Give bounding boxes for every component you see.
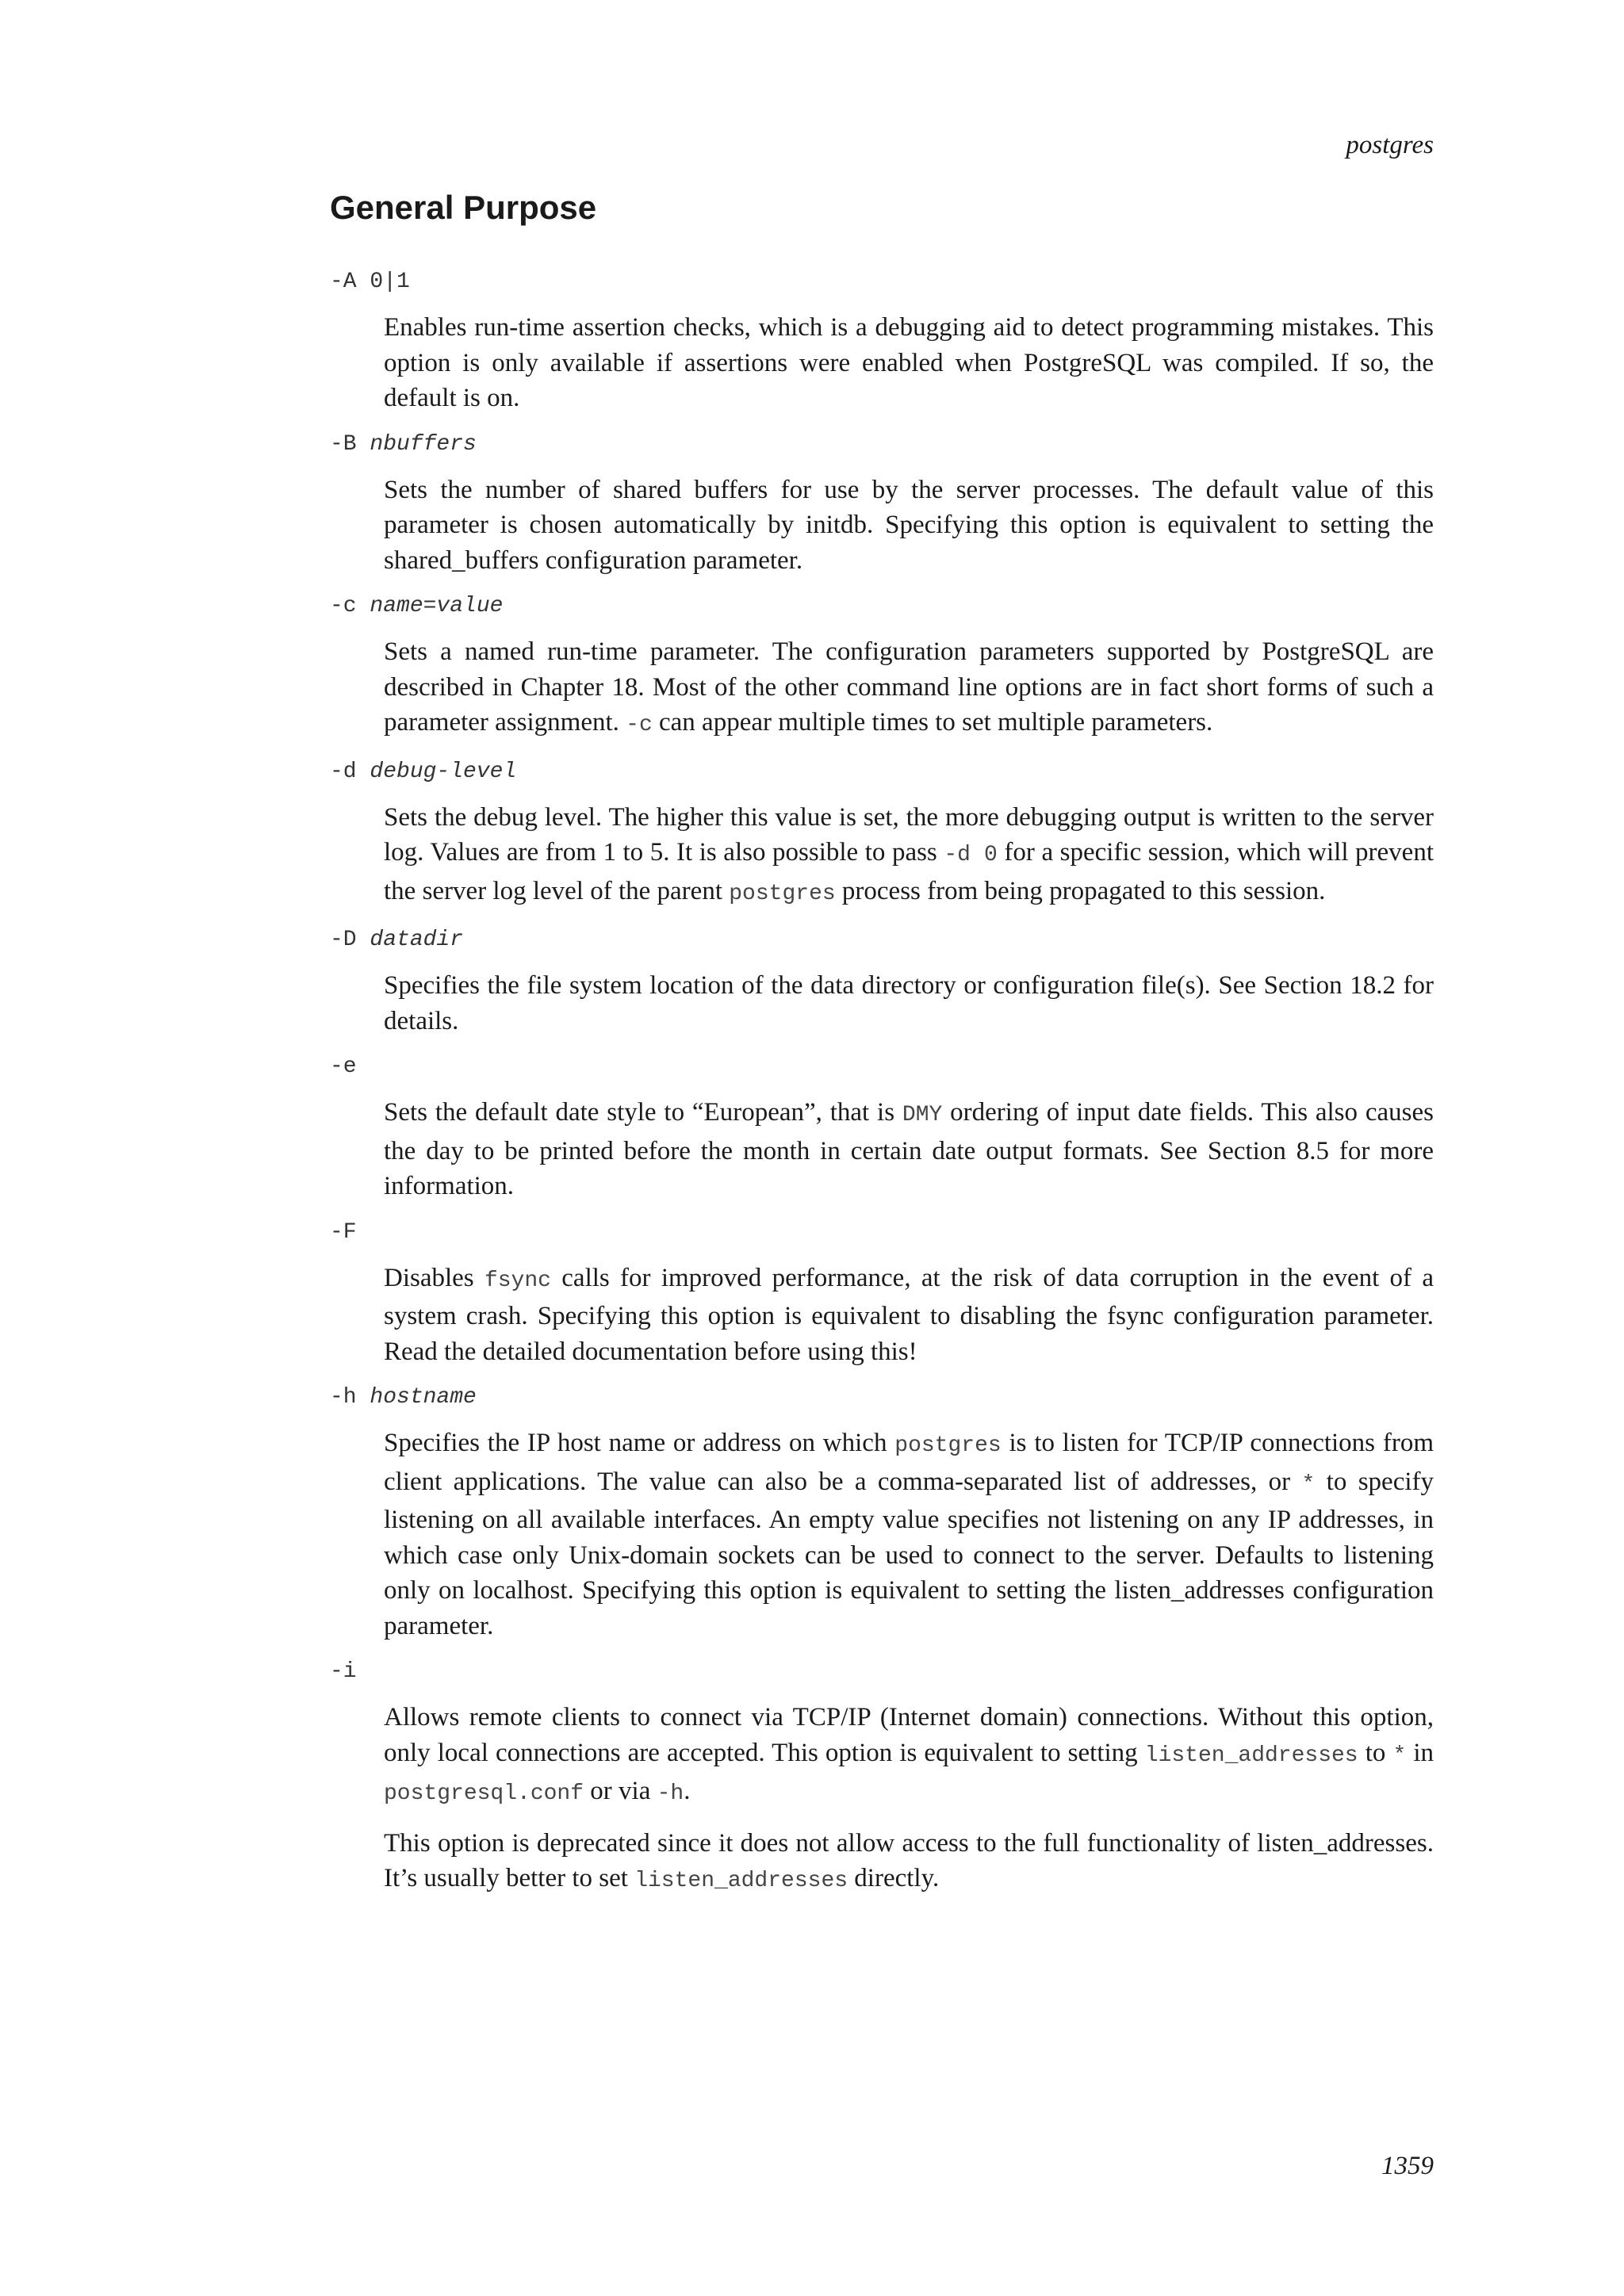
description-paragraph [384, 800, 1434, 913]
description-text: to specify listening on all available interfaces. An empty value specifies not listening on any IP addresses, in which case only Unix-domain sockets can be used to connect to the server. Defaults to listening only on localhost. Specifying this option is equivalent to setting the listen_addresses configuration parameter. [384, 1467, 1434, 1640]
description-text: . [684, 1777, 691, 1805]
inline-code: * [1301, 1471, 1316, 1497]
option-description [384, 300, 1434, 427]
inline-code: DMY [902, 1103, 943, 1127]
description-paragraph [384, 473, 1434, 579]
option-term [330, 1050, 1434, 1085]
running-header: postgres [1346, 131, 1434, 159]
option-term [330, 1655, 1434, 1689]
description-paragraph [384, 1261, 1434, 1370]
option-description [384, 958, 1434, 1050]
description-text: process from being propagated to this session. [835, 876, 1326, 905]
description-text: to [1358, 1738, 1393, 1767]
option-flag: -B [330, 431, 357, 457]
option-flag: -e [330, 1054, 357, 1079]
inline-code: postgres [729, 881, 836, 906]
inline-code: -h [657, 1781, 684, 1806]
option-flag: -c [330, 594, 357, 618]
option-argument: nbuffers [370, 431, 477, 457]
description-text: directly. [848, 1864, 940, 1892]
page-number: 1359 [1381, 2152, 1434, 2180]
description-text: Sets the debug level. The higher this value is set, the more debugging output is written to the server log. Values are from 1 to 5. It is also possible to pass [384, 802, 1434, 867]
option-term [330, 1380, 1434, 1415]
inline-code: postgres [894, 1433, 1002, 1458]
description-text: in [1406, 1738, 1434, 1767]
inline-code: postgresql.conf [384, 1781, 584, 1806]
option-argument: 0|1 [370, 270, 410, 294]
description-paragraph [384, 1425, 1434, 1644]
option-term [330, 1215, 1434, 1250]
inline-code: fsync [484, 1268, 551, 1293]
option-term [330, 265, 1434, 300]
option-term [330, 755, 1434, 790]
option-description [384, 1689, 1434, 1911]
inline-code: * [1392, 1743, 1407, 1768]
option-flag: -d [330, 759, 357, 784]
option-term [330, 589, 1434, 624]
description-text: Specifies the IP host name or address on which [384, 1429, 895, 1457]
description-text: Sets the default date style to “European”, that is [384, 1098, 902, 1127]
description-paragraph [384, 968, 1434, 1039]
option-term [330, 427, 1434, 462]
option-description [384, 462, 1434, 590]
inline-code: listen_addresses [1144, 1743, 1358, 1768]
inline-code: -d 0 [944, 843, 998, 867]
option-description [384, 1415, 1434, 1655]
inline-code: listen_addresses [634, 1869, 848, 1893]
section-title: General Purpose [330, 189, 597, 226]
option-argument: debug-level [370, 759, 517, 784]
description-text: Sets a named run-time parameter. The configuration parameters supported by PostgreSQL are described in Chapter 18. Most of the other command line options are in fact short forms of such a parameter assignment. [384, 637, 1434, 737]
description-text: for a specific session, which will prevent the server log level of the parent [384, 838, 1434, 905]
option-description [384, 1250, 1434, 1381]
description-text: can appear multiple times to set multiple parameters. [652, 708, 1213, 737]
option-flag: -h [330, 1385, 357, 1410]
description-text: ordering of input date fields. This also causes the day to be printed before the month in certain date output formats. See Section 8.5 for more information. [384, 1098, 1434, 1200]
description-text: This option is deprecated since it does not allow access to the full functionality of listen_addresses. It’s usually better to set [384, 1828, 1434, 1892]
description-text: Sets the number of shared buffers for use by the server processes. The default value of this parameter is chosen automatically by initdb. Specifying this option is equivalent to setting the shared_buffers configuration parameter. [384, 475, 1434, 575]
option-flag: -A [330, 270, 357, 294]
option-description [384, 1085, 1434, 1215]
description-text: is to listen for TCP/IP connections from client applications. The value can also be a comma-separated list of addresses, or [384, 1429, 1434, 1496]
option-description [384, 790, 1434, 924]
option-flag: -D [330, 928, 357, 952]
option-argument: datadir [370, 928, 464, 952]
description-paragraph [384, 1826, 1434, 1900]
option-flag: -F [330, 1219, 357, 1245]
description-paragraph [384, 1700, 1434, 1812]
option-list [330, 265, 1434, 1911]
option-term [330, 923, 1434, 958]
option-flag: -i [330, 1659, 357, 1684]
description-text: calls for improved performance, at the risk of data corruption in the event of a system crash. Specifying this option is equivalent to disabling the fsync configuration parameter. Read the detailed documentation before using this! [384, 1263, 1434, 1366]
description-paragraph [384, 310, 1434, 416]
option-description [384, 624, 1434, 755]
description-paragraph [384, 634, 1434, 744]
description-text: Specifies the file system location of the data directory or configuration file(s). See Section 18.2 for details. [384, 971, 1434, 1035]
description-text: or via [584, 1777, 657, 1805]
option-argument: hostname [370, 1385, 477, 1410]
description-text: Allows remote clients to connect via TCP/IP (Internet domain) connections. Without this option, only local connections are accepted. This option is equivalent to setting [384, 1703, 1434, 1767]
description-paragraph [384, 1095, 1434, 1204]
description-text: Disables [384, 1263, 485, 1292]
inline-code: -c [626, 713, 653, 737]
option-argument: name=value [370, 594, 504, 618]
description-text: Enables run-time assertion checks, which is a debugging aid to detect programming mistakes. This option is only available if assertions were enabled when PostgreSQL was compiled. If so, the default is on. [384, 313, 1434, 412]
